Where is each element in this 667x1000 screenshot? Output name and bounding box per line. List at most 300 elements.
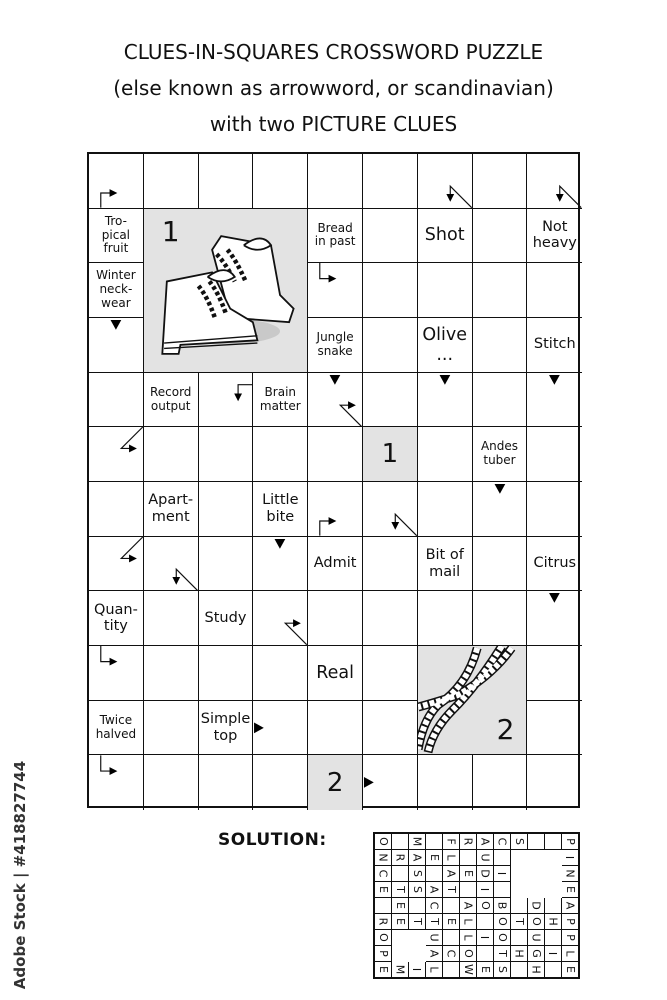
solution-cell (374, 850, 392, 866)
solution-cell (443, 882, 460, 898)
picture-number: 2 (496, 713, 515, 747)
solution-cell (409, 914, 426, 930)
clue-cell (418, 318, 473, 373)
solution-letter: P (563, 934, 577, 941)
solution-letter: P (563, 838, 577, 845)
solution-letter: E (393, 918, 407, 925)
grid-cell[interactable] (363, 755, 418, 810)
solution-cell (562, 866, 580, 882)
solution-letter: S (410, 886, 424, 893)
solution-cell (494, 914, 511, 930)
solution-letter: O (529, 917, 543, 926)
solution-key-number: 1 (381, 439, 399, 470)
picture-number: 1 (161, 214, 180, 248)
clue-text: Stitch (533, 336, 576, 353)
solution-letter: R (393, 853, 407, 862)
solution-cell (528, 946, 545, 962)
solution-row (374, 946, 579, 962)
grid-cell[interactable] (144, 646, 199, 701)
solution-row (374, 962, 579, 979)
solution-letter: O (376, 837, 390, 846)
solution-cell (528, 850, 545, 866)
solution-cell (409, 866, 426, 882)
clue-text: Apart- ment (148, 492, 194, 525)
solution-cell (443, 930, 460, 946)
picture-clue-2 (418, 646, 528, 755)
grid-cell[interactable] (144, 427, 199, 482)
solution-letter: E (393, 902, 407, 909)
solution-cell (374, 962, 392, 979)
solution-cell (562, 962, 580, 979)
solution-letter: L (461, 934, 475, 941)
clue-text: Olive ... (422, 324, 467, 365)
solution-cell (443, 866, 460, 882)
grid-cell[interactable] (89, 318, 144, 373)
grid-cell[interactable] (473, 755, 528, 810)
solution-cell (528, 930, 545, 946)
solution-letter: C (444, 949, 458, 958)
solution-cell (443, 850, 460, 866)
solution-letter: R (376, 917, 390, 926)
solution-cell (460, 850, 477, 866)
solution-cell (443, 914, 460, 930)
clue-cell (89, 209, 144, 264)
grid-cell[interactable] (473, 373, 528, 428)
bend-down-right-arrow-icon (308, 263, 362, 317)
clue-text: Twice halved (95, 712, 137, 741)
solution-letter: N (563, 869, 577, 878)
solution-cell (426, 946, 443, 962)
diag-down-arrow-icon (527, 154, 582, 208)
solution-cell (511, 930, 528, 946)
grid-cell[interactable] (253, 154, 308, 209)
down-arrow-icon (473, 482, 527, 536)
solution-cell (494, 850, 511, 866)
solution-row (374, 914, 579, 930)
solution-cell (460, 882, 477, 898)
grid-cell[interactable] (527, 755, 582, 810)
clue-text: Simple top (200, 710, 251, 744)
solution-letter: H (546, 917, 560, 926)
solution-cell (562, 914, 580, 930)
grid-cell[interactable] (473, 482, 528, 537)
grid-cell[interactable] (89, 373, 144, 428)
grid-cell[interactable] (363, 263, 418, 318)
grid-cell[interactable] (527, 646, 582, 701)
diag-down-arrow-icon (363, 482, 417, 536)
solution-cell (443, 962, 460, 979)
solution-cell (528, 882, 545, 898)
clue-text: Shot (424, 225, 465, 246)
clue-cell (473, 427, 528, 482)
shaded-letter-cell-1[interactable] (363, 427, 418, 482)
grid-cell[interactable] (473, 318, 528, 373)
solution-cell (511, 882, 528, 898)
grid-cell[interactable] (308, 263, 363, 318)
grid-cell[interactable] (144, 537, 199, 592)
clue-cell (527, 209, 582, 264)
solution-cell (545, 866, 562, 882)
solution-cell (511, 850, 528, 866)
watermark: Adobe Stock | #418827744 (11, 760, 29, 990)
solution-cell (374, 946, 392, 962)
solution-letter: M (410, 836, 424, 847)
grid-cell[interactable] (199, 537, 254, 592)
bend-down-right-arrow-icon (89, 755, 143, 810)
solution-letter: L (427, 966, 441, 973)
solution-letter: L (461, 918, 475, 925)
solution-cell (477, 850, 494, 866)
solution-letter: S (495, 966, 509, 973)
grid-cell[interactable] (363, 373, 418, 428)
grid-cell[interactable] (199, 646, 254, 701)
clue-cell (144, 373, 199, 428)
grid-cell[interactable] (363, 537, 418, 592)
grid-cell[interactable] (418, 591, 473, 646)
grid-cell[interactable] (308, 427, 363, 482)
clue-text: Bit of mail (425, 546, 464, 580)
solution-cell (426, 866, 443, 882)
solution-cell (494, 866, 511, 882)
solution-cell (494, 946, 511, 962)
clue-cell (527, 318, 582, 373)
solution-letter: I (546, 951, 560, 956)
clue-text: Not heavy (532, 218, 577, 252)
solution-letter: W (461, 964, 475, 975)
solution-letter: B (495, 901, 509, 910)
solution-cell (562, 946, 580, 962)
solution-cell (477, 866, 494, 882)
title-line-1: CLUES-IN-SQUARES CROSSWORD PUZZLE (123, 40, 544, 64)
solution-cell (374, 930, 392, 946)
solution-letter: H (529, 965, 543, 974)
grid-cell[interactable] (144, 755, 199, 810)
title-line-3: with two PICTURE CLUES (209, 112, 458, 136)
clue-cell (89, 701, 144, 756)
solution-cell (511, 962, 528, 979)
clue-text: Bread in past (314, 220, 356, 249)
grid-cell[interactable] (473, 263, 528, 318)
right-edge-arrow-icon (363, 755, 417, 810)
solution-cell (460, 914, 477, 930)
solution-cell (528, 866, 545, 882)
solution-cell (426, 882, 443, 898)
grid-cell[interactable] (473, 537, 528, 592)
solution-cell (528, 962, 545, 979)
solution-letter: A (427, 885, 441, 894)
grid-cell[interactable] (253, 591, 308, 646)
solution-cell (528, 833, 545, 850)
solution-letter: F (444, 838, 458, 845)
solution-cell (392, 898, 409, 914)
solution-cell (477, 914, 494, 930)
clue-text: Record output (149, 384, 192, 413)
grid-cell[interactable] (363, 646, 418, 701)
solution-cell (477, 962, 494, 979)
shaded-letter-cell-2[interactable] (308, 755, 363, 810)
grid-cell[interactable] (473, 591, 528, 646)
clue-text: Jungle snake (316, 330, 354, 358)
solution-cell (494, 962, 511, 979)
solution-cell (494, 898, 511, 914)
diag-down-arrow-icon (144, 537, 198, 591)
solution-cell (477, 898, 494, 914)
grid-cell[interactable] (527, 591, 582, 646)
solution-cell (562, 930, 580, 946)
bend-up-right-arrow-icon (89, 154, 143, 208)
solution-letter: C (376, 869, 390, 878)
title-line-2: (else known as arrowword, or scandinavian) (113, 76, 554, 100)
solution-letter: T (410, 918, 424, 925)
solution-cell (426, 930, 443, 946)
solution-letter: I (563, 855, 577, 860)
diag-right-bottom-arrow-icon (308, 373, 362, 427)
right-edge-arrow-icon (253, 701, 307, 755)
grid-cell[interactable] (308, 701, 363, 756)
solution-letter: I (495, 871, 509, 876)
solution-cell (545, 962, 562, 979)
solution-cell (392, 833, 409, 850)
solution-letter: A (444, 869, 458, 878)
solution-row (374, 882, 579, 898)
solution-cell (494, 930, 511, 946)
grid-cell[interactable] (363, 209, 418, 264)
solution-cell (562, 882, 580, 898)
solution-cell (545, 833, 562, 850)
solution-cell (426, 850, 443, 866)
clue-cell (418, 209, 473, 264)
grid-cell[interactable] (253, 701, 308, 756)
clue-text: Study (204, 609, 247, 626)
diag-right-top-arrow-icon (89, 537, 143, 591)
solution-cell (545, 930, 562, 946)
solution-cell (409, 930, 426, 946)
clue-cell (308, 318, 363, 373)
grid-cell[interactable] (253, 427, 308, 482)
solution-cell (511, 833, 528, 850)
solution-letter: I (478, 887, 492, 892)
clue-cell (308, 537, 363, 592)
grid-cell[interactable] (89, 646, 144, 701)
bend-left-down-arrow-icon (199, 373, 253, 427)
solution-cell (426, 833, 443, 850)
grid-cell[interactable] (418, 427, 473, 482)
solution-cell (460, 866, 477, 882)
grid-cell[interactable] (199, 755, 254, 810)
solution-cell (392, 914, 409, 930)
clue-text: Andes tuber (480, 439, 519, 468)
grid-cell[interactable] (473, 154, 528, 209)
grid-cell[interactable] (527, 427, 582, 482)
clue-cell (253, 482, 308, 537)
solution-letter: E (563, 886, 577, 893)
solution-cell (426, 898, 443, 914)
grid-cell[interactable] (89, 482, 144, 537)
solution-letter: T (393, 886, 407, 893)
solution-letter: R (461, 837, 475, 846)
solution-row (374, 833, 579, 850)
solution-letter: N (376, 853, 390, 862)
solution-cell (477, 833, 494, 850)
solution-letter: T (495, 950, 509, 957)
grid-cell[interactable] (89, 154, 144, 209)
clue-cell (418, 537, 473, 592)
solution-cell (460, 962, 477, 979)
clue-cell (199, 591, 254, 646)
solution-cell (426, 914, 443, 930)
solution-cell (409, 898, 426, 914)
solution-cell (460, 898, 477, 914)
solution-cell (545, 914, 562, 930)
solution-row (374, 866, 579, 882)
grid-cell[interactable] (527, 482, 582, 537)
grid-cell[interactable] (418, 482, 473, 537)
solution-cell (409, 882, 426, 898)
solution-letter: E (376, 886, 390, 893)
solution-cell (392, 946, 409, 962)
solution-cell (392, 962, 409, 979)
bend-up-right-arrow-icon (308, 482, 362, 536)
solution-cell (460, 930, 477, 946)
solution-letter: L (563, 950, 577, 957)
clue-cell (89, 591, 144, 646)
solution-grid (373, 832, 580, 979)
solution-cell (392, 882, 409, 898)
down-arrow-icon (253, 537, 307, 591)
solution-letter: I (410, 967, 424, 972)
grid-cell[interactable] (418, 373, 473, 428)
crossword-grid (87, 152, 580, 808)
grid-cell[interactable] (363, 701, 418, 756)
grid-cell[interactable] (308, 591, 363, 646)
clue-text: Admit (313, 555, 357, 572)
clue-cell (89, 263, 144, 318)
clue-text: Tro- pical fruit (101, 213, 131, 256)
solution-letter: U (427, 933, 441, 942)
solution-letter: T (444, 886, 458, 893)
solution-cell (494, 882, 511, 898)
grid-cell[interactable] (199, 154, 254, 209)
grid-cell[interactable] (89, 537, 144, 592)
solution-letter: C (427, 901, 441, 910)
grid-cell[interactable] (363, 591, 418, 646)
down-arrow-icon (527, 591, 582, 645)
grid-cell[interactable] (253, 646, 308, 701)
grid-cell[interactable] (418, 154, 473, 209)
solution-cell (443, 898, 460, 914)
solution-letter: O (461, 949, 475, 958)
picture-clue-1 (144, 209, 308, 373)
clue-text: Real (316, 662, 354, 683)
grid-cell[interactable] (527, 701, 582, 756)
solution-cell (562, 850, 580, 866)
grid-cell[interactable] (308, 482, 363, 537)
solution-letter: O (376, 933, 390, 942)
solution-letter: O (478, 901, 492, 910)
grid-cell[interactable] (308, 154, 363, 209)
solution-cell (545, 882, 562, 898)
solution-cell (545, 898, 562, 914)
clue-cell (253, 373, 308, 428)
solution-cell (409, 946, 426, 962)
solution-cell (460, 833, 477, 850)
grid-cell[interactable] (363, 154, 418, 209)
grid-cell[interactable] (253, 755, 308, 810)
solution-cell (374, 898, 392, 914)
solution-letter: S (410, 870, 424, 877)
grid-cell[interactable] (363, 318, 418, 373)
grid-cell[interactable] (308, 373, 363, 428)
solution-cell (494, 833, 511, 850)
solution-letter: A (461, 901, 475, 910)
solution-cell (460, 946, 477, 962)
solution-letter: E (376, 966, 390, 973)
solution-letter: T (427, 918, 441, 925)
grid-cell[interactable] (89, 755, 144, 810)
diag-right-top-arrow-icon (89, 427, 143, 481)
solution-letter: L (444, 854, 458, 861)
grid-cell[interactable] (144, 701, 199, 756)
solution-cell (443, 946, 460, 962)
solution-cell (511, 946, 528, 962)
solution-letter: A (410, 853, 424, 862)
grid-cell[interactable] (527, 154, 582, 209)
down-arrow-icon (418, 373, 472, 427)
solution-key-number: 2 (326, 767, 344, 798)
grid-cell[interactable] (527, 373, 582, 428)
solution-letter: P (563, 918, 577, 925)
solution-cell (392, 850, 409, 866)
solution-letter: E (478, 966, 492, 973)
solution-label: SOLUTION: (218, 830, 327, 850)
grid-cell[interactable] (89, 427, 144, 482)
grid-cell[interactable] (144, 591, 199, 646)
solution-cell (545, 946, 562, 962)
clue-text: Citrus (533, 555, 577, 572)
grid-cell[interactable] (199, 482, 254, 537)
solution-letter: O (495, 933, 509, 942)
solution-cell (477, 882, 494, 898)
solution-letter: A (427, 949, 441, 958)
grid-cell[interactable] (199, 373, 254, 428)
solution-letter: D (529, 901, 543, 910)
down-arrow-icon (527, 373, 582, 427)
solution-cell (528, 898, 545, 914)
grid-cell[interactable] (253, 537, 308, 592)
grid-cell[interactable] (527, 263, 582, 318)
grid-cell[interactable] (199, 427, 254, 482)
solution-letter: M (393, 964, 407, 975)
grid-cell[interactable] (418, 263, 473, 318)
grid-cell[interactable] (144, 154, 199, 209)
diag-down-arrow-icon (418, 154, 472, 208)
grid-cell[interactable] (363, 482, 418, 537)
solution-row (374, 850, 579, 866)
solution-cell (392, 866, 409, 882)
solution-cell (562, 833, 580, 850)
solution-cell (374, 914, 392, 930)
solution-cell (409, 850, 426, 866)
solution-letter: H (512, 949, 526, 958)
grid-cell[interactable] (473, 209, 528, 264)
down-arrow-icon (89, 318, 143, 372)
solution-cell (562, 898, 580, 914)
clue-text: Brain matter (259, 384, 301, 413)
clue-text: Little bite (262, 492, 299, 525)
solution-cell (477, 930, 494, 946)
clue-text: Winter neck- wear (96, 268, 136, 311)
grid-cell[interactable] (418, 755, 473, 810)
